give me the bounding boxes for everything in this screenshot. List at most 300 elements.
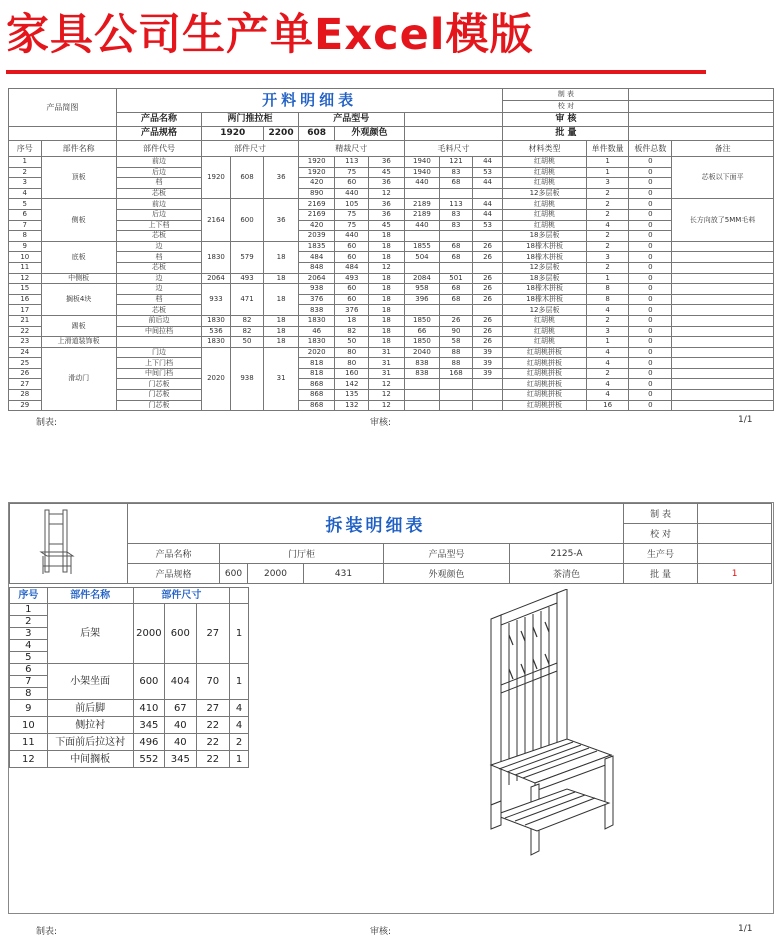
part-code[interactable]: 芯板 <box>116 231 201 242</box>
material[interactable]: 红胡桃 <box>503 199 586 210</box>
rough-size[interactable]: 26 <box>472 252 503 263</box>
finish-size[interactable]: 60 <box>335 252 369 263</box>
material[interactable]: 12多层板 <box>503 188 586 199</box>
info-value[interactable] <box>404 127 503 141</box>
finish-size[interactable]: 18 <box>369 231 405 242</box>
part-code[interactable]: 档 <box>116 178 201 189</box>
total-qty[interactable]: 0 <box>629 157 672 168</box>
material[interactable]: 红胡桃拼板 <box>503 368 586 379</box>
rough-size[interactable]: 1850 <box>404 315 440 326</box>
unit-qty[interactable]: 1 <box>586 273 629 284</box>
unit-qty[interactable]: 4 <box>586 358 629 369</box>
remark[interactable] <box>672 294 774 305</box>
part-name[interactable]: 下面前后拉这衬 <box>47 734 133 751</box>
row-number[interactable]: 2 <box>10 616 48 628</box>
part-code[interactable]: 中间拉档 <box>116 326 201 337</box>
material[interactable]: 18橡木拼板 <box>503 284 586 295</box>
remark[interactable] <box>672 347 774 358</box>
finish-size[interactable]: 75 <box>335 167 369 178</box>
part-name[interactable]: 中侧板 <box>41 273 116 284</box>
part-size[interactable]: 471 <box>230 284 264 316</box>
total-qty[interactable]: 0 <box>629 368 672 379</box>
finish-size[interactable]: 60 <box>335 284 369 295</box>
row-number[interactable]: 12 <box>10 751 48 768</box>
unit-qty[interactable]: 3 <box>586 178 629 189</box>
rough-size[interactable]: 26 <box>472 273 503 284</box>
finish-size[interactable]: 2064 <box>298 273 335 284</box>
rough-size[interactable] <box>472 379 503 390</box>
rough-size[interactable]: 44 <box>472 209 503 220</box>
finish-size[interactable]: 60 <box>335 178 369 189</box>
rough-size[interactable]: 53 <box>472 220 503 231</box>
part-size[interactable]: 410 <box>133 700 164 717</box>
rough-size[interactable] <box>472 231 503 242</box>
rough-size[interactable]: 83 <box>440 220 473 231</box>
part-size[interactable]: 552 <box>133 751 164 768</box>
part-size[interactable]: 600 <box>230 199 264 241</box>
part-size[interactable]: 18 <box>264 337 299 348</box>
part-name[interactable]: 底板 <box>41 241 116 273</box>
part-size[interactable]: 938 <box>230 347 264 411</box>
part-code[interactable] <box>116 337 201 348</box>
rough-size[interactable]: 113 <box>440 199 473 210</box>
unit-qty[interactable]: 4 <box>586 220 629 231</box>
part-size[interactable]: 22 <box>196 751 230 768</box>
sign-value[interactable] <box>629 113 774 127</box>
rough-size[interactable]: 68 <box>440 252 473 263</box>
unit-qty[interactable]: 2 <box>586 368 629 379</box>
part-size[interactable]: 22 <box>196 734 230 751</box>
info-value[interactable]: 2125-A <box>510 544 624 564</box>
finish-size[interactable]: 75 <box>335 209 369 220</box>
rough-size[interactable] <box>472 305 503 316</box>
rough-size[interactable] <box>472 262 503 273</box>
rough-size[interactable] <box>440 379 473 390</box>
part-size[interactable]: 18 <box>264 273 299 284</box>
finish-size[interactable]: 31 <box>369 368 405 379</box>
finish-size[interactable]: 440 <box>335 231 369 242</box>
rough-size[interactable] <box>472 390 503 401</box>
remark[interactable] <box>672 252 774 263</box>
part-size[interactable]: 2164 <box>202 199 230 241</box>
row-number[interactable]: 10 <box>10 717 48 734</box>
finish-size[interactable]: 484 <box>298 252 335 263</box>
row-number[interactable]: 5 <box>9 199 42 210</box>
remark[interactable] <box>672 305 774 316</box>
rough-size[interactable]: 83 <box>440 167 473 178</box>
rough-size[interactable]: 26 <box>472 284 503 295</box>
spec-value[interactable]: 431 <box>304 564 384 584</box>
part-size[interactable]: 1 <box>230 751 249 768</box>
rough-size[interactable]: 501 <box>440 273 473 284</box>
sign-value[interactable] <box>698 504 772 524</box>
finish-size[interactable]: 80 <box>335 347 369 358</box>
material[interactable]: 红胡桃 <box>503 315 586 326</box>
finish-size[interactable]: 848 <box>298 262 335 273</box>
rough-size[interactable] <box>440 231 473 242</box>
total-qty[interactable]: 0 <box>629 262 672 273</box>
part-code[interactable]: 前边 <box>116 157 201 168</box>
material[interactable]: 18多层板 <box>503 231 586 242</box>
row-number[interactable]: 6 <box>10 664 48 676</box>
rough-size[interactable]: 83 <box>440 209 473 220</box>
finish-size[interactable]: 18 <box>369 305 405 316</box>
finish-size[interactable]: 75 <box>335 220 369 231</box>
unit-qty[interactable]: 16 <box>586 400 629 411</box>
part-size[interactable]: 70 <box>196 664 230 700</box>
rough-size[interactable] <box>404 400 440 411</box>
finish-size[interactable]: 838 <box>298 305 335 316</box>
remark[interactable]: 长方向放了5MM毛料 <box>672 199 774 241</box>
finish-size[interactable]: 868 <box>298 379 335 390</box>
material[interactable]: 18橡木拼板 <box>503 294 586 305</box>
unit-qty[interactable]: 4 <box>586 390 629 401</box>
finish-size[interactable]: 868 <box>298 390 335 401</box>
finish-size[interactable]: 938 <box>298 284 335 295</box>
total-qty[interactable]: 0 <box>629 305 672 316</box>
rough-size[interactable] <box>404 305 440 316</box>
part-size[interactable]: 82 <box>230 315 264 326</box>
finish-size[interactable]: 484 <box>335 262 369 273</box>
part-code[interactable]: 门芯板 <box>116 379 201 390</box>
rough-size[interactable]: 68 <box>440 294 473 305</box>
total-qty[interactable]: 0 <box>629 390 672 401</box>
part-code[interactable]: 门芯板 <box>116 400 201 411</box>
finish-size[interactable]: 36 <box>369 157 405 168</box>
material[interactable]: 红胡桃 <box>503 220 586 231</box>
part-size[interactable]: 933 <box>202 284 230 316</box>
finish-size[interactable]: 18 <box>369 252 405 263</box>
row-number[interactable]: 25 <box>9 358 42 369</box>
rough-size[interactable]: 44 <box>472 178 503 189</box>
part-code[interactable]: 芯板 <box>116 305 201 316</box>
unit-qty[interactable]: 2 <box>586 231 629 242</box>
rough-size[interactable]: 26 <box>472 294 503 305</box>
total-qty[interactable]: 0 <box>629 326 672 337</box>
rough-size[interactable]: 26 <box>440 315 473 326</box>
finish-size[interactable]: 440 <box>335 188 369 199</box>
row-number[interactable]: 7 <box>10 676 48 688</box>
rough-size[interactable] <box>440 305 473 316</box>
finish-size[interactable]: 1920 <box>298 157 335 168</box>
rough-size[interactable] <box>440 262 473 273</box>
part-size[interactable]: 493 <box>230 273 264 284</box>
finish-size[interactable]: 18 <box>369 273 405 284</box>
part-size[interactable]: 18 <box>264 315 299 326</box>
finish-size[interactable]: 1920 <box>298 167 335 178</box>
remark[interactable] <box>672 390 774 401</box>
remark[interactable] <box>672 315 774 326</box>
rough-size[interactable]: 26 <box>472 337 503 348</box>
finish-size[interactable]: 18 <box>369 337 405 348</box>
part-size[interactable]: 600 <box>133 664 164 700</box>
remark[interactable] <box>672 337 774 348</box>
unit-qty[interactable]: 3 <box>586 252 629 263</box>
sign-value[interactable] <box>629 101 774 113</box>
info-value[interactable]: 门厅柜 <box>220 544 384 564</box>
info-value[interactable] <box>698 544 772 564</box>
row-number[interactable]: 28 <box>9 390 42 401</box>
part-name[interactable]: 踢板 <box>41 315 116 336</box>
part-size[interactable]: 27 <box>196 604 230 664</box>
part-name[interactable]: 搁板4块 <box>41 284 116 316</box>
rough-size[interactable]: 2084 <box>404 273 440 284</box>
row-number[interactable]: 23 <box>9 337 42 348</box>
total-qty[interactable]: 0 <box>629 284 672 295</box>
row-number[interactable]: 15 <box>9 284 42 295</box>
rough-size[interactable]: 2040 <box>404 347 440 358</box>
part-size[interactable]: 4 <box>230 700 249 717</box>
row-number[interactable]: 22 <box>9 326 42 337</box>
part-size[interactable]: 345 <box>165 751 196 768</box>
remark[interactable]: 芯板以下面平 <box>672 157 774 199</box>
total-qty[interactable]: 0 <box>629 241 672 252</box>
info-value[interactable]: 茶清色 <box>510 564 624 584</box>
part-size[interactable]: 40 <box>165 734 196 751</box>
finish-size[interactable]: 18 <box>335 315 369 326</box>
sign-value[interactable] <box>629 127 774 141</box>
unit-qty[interactable]: 8 <box>586 284 629 295</box>
total-qty[interactable]: 0 <box>629 273 672 284</box>
unit-qty[interactable]: 8 <box>586 294 629 305</box>
part-size[interactable]: 404 <box>165 664 196 700</box>
rough-size[interactable]: 39 <box>472 368 503 379</box>
row-number[interactable]: 27 <box>9 379 42 390</box>
batch-value[interactable]: 1 <box>698 564 772 584</box>
part-code[interactable]: 边 <box>116 273 201 284</box>
material[interactable]: 红胡桃 <box>503 178 586 189</box>
finish-size[interactable]: 420 <box>298 178 335 189</box>
row-number[interactable]: 21 <box>9 315 42 326</box>
part-size[interactable]: 496 <box>133 734 164 751</box>
finish-size[interactable]: 80 <box>335 358 369 369</box>
row-number[interactable]: 2 <box>9 167 42 178</box>
rough-size[interactable] <box>404 379 440 390</box>
row-number[interactable]: 26 <box>9 368 42 379</box>
finish-size[interactable]: 18 <box>369 284 405 295</box>
rough-size[interactable]: 53 <box>472 167 503 178</box>
finish-size[interactable]: 2169 <box>298 209 335 220</box>
rough-size[interactable]: 396 <box>404 294 440 305</box>
material[interactable]: 18橡木拼板 <box>503 241 586 252</box>
finish-size[interactable]: 105 <box>335 199 369 210</box>
row-number[interactable]: 9 <box>9 241 42 252</box>
part-code[interactable]: 档 <box>116 294 201 305</box>
finish-size[interactable]: 36 <box>369 199 405 210</box>
part-size[interactable]: 22 <box>196 717 230 734</box>
finish-size[interactable]: 2020 <box>298 347 335 358</box>
total-qty[interactable]: 0 <box>629 199 672 210</box>
part-code[interactable]: 芯板 <box>116 262 201 273</box>
total-qty[interactable]: 0 <box>629 178 672 189</box>
row-number[interactable]: 16 <box>9 294 42 305</box>
row-number[interactable]: 3 <box>10 628 48 640</box>
row-number[interactable]: 10 <box>9 252 42 263</box>
part-size[interactable]: 82 <box>230 326 264 337</box>
rough-size[interactable] <box>404 231 440 242</box>
finish-size[interactable]: 132 <box>335 400 369 411</box>
finish-size[interactable]: 113 <box>335 157 369 168</box>
remark[interactable] <box>672 273 774 284</box>
rough-size[interactable]: 1855 <box>404 241 440 252</box>
total-qty[interactable]: 0 <box>629 220 672 231</box>
material[interactable]: 红胡桃 <box>503 337 586 348</box>
part-size[interactable]: 2020 <box>202 347 230 411</box>
rough-size[interactable]: 90 <box>440 326 473 337</box>
material[interactable]: 红胡桃 <box>503 167 586 178</box>
finish-size[interactable]: 18 <box>369 294 405 305</box>
material[interactable]: 12多层板 <box>503 262 586 273</box>
total-qty[interactable]: 0 <box>629 358 672 369</box>
part-size[interactable]: 40 <box>165 717 196 734</box>
finish-size[interactable]: 82 <box>335 326 369 337</box>
part-code[interactable]: 后边 <box>116 167 201 178</box>
rough-size[interactable]: 39 <box>472 347 503 358</box>
finish-size[interactable]: 376 <box>298 294 335 305</box>
remark[interactable] <box>672 262 774 273</box>
total-qty[interactable]: 0 <box>629 379 672 390</box>
part-name[interactable]: 侧拉衬 <box>47 717 133 734</box>
finish-size[interactable]: 18 <box>369 326 405 337</box>
total-qty[interactable]: 0 <box>629 294 672 305</box>
part-size[interactable]: 600 <box>165 604 196 664</box>
part-code[interactable]: 档 <box>116 252 201 263</box>
part-code[interactable]: 中间门档 <box>116 368 201 379</box>
rough-size[interactable]: 838 <box>404 358 440 369</box>
part-name[interactable]: 滑动门 <box>41 347 116 411</box>
finish-size[interactable]: 60 <box>335 241 369 252</box>
part-name[interactable]: 后架 <box>47 604 133 664</box>
info-value[interactable]: 两门推拉柜 <box>202 113 299 127</box>
unit-qty[interactable]: 1 <box>586 337 629 348</box>
finish-size[interactable]: 12 <box>369 400 405 411</box>
row-number[interactable]: 8 <box>10 688 48 700</box>
unit-qty[interactable]: 2 <box>586 262 629 273</box>
rough-size[interactable] <box>404 188 440 199</box>
part-name[interactable]: 小架坐面 <box>47 664 133 700</box>
part-size[interactable]: 36 <box>264 199 299 241</box>
row-number[interactable]: 29 <box>9 400 42 411</box>
finish-size[interactable]: 36 <box>369 209 405 220</box>
finish-size[interactable]: 36 <box>369 178 405 189</box>
finish-size[interactable]: 12 <box>369 262 405 273</box>
finish-size[interactable]: 890 <box>298 188 335 199</box>
row-number[interactable]: 17 <box>9 305 42 316</box>
part-name[interactable]: 上滑道装饰板 <box>41 337 116 348</box>
info-value[interactable] <box>404 113 503 127</box>
unit-qty[interactable]: 2 <box>586 315 629 326</box>
part-size[interactable]: 67 <box>165 700 196 717</box>
part-name[interactable]: 侧板 <box>41 199 116 241</box>
part-size[interactable]: 31 <box>264 347 299 411</box>
finish-size[interactable]: 1830 <box>298 315 335 326</box>
row-number[interactable]: 4 <box>10 640 48 652</box>
part-size[interactable]: 579 <box>230 241 264 273</box>
rough-size[interactable]: 44 <box>472 199 503 210</box>
part-size[interactable]: 18 <box>264 284 299 316</box>
rough-size[interactable]: 168 <box>440 368 473 379</box>
spec-value[interactable]: 2200 <box>264 127 299 141</box>
part-size[interactable]: 2064 <box>202 273 230 284</box>
part-code[interactable]: 后边 <box>116 209 201 220</box>
finish-size[interactable]: 12 <box>369 188 405 199</box>
part-size[interactable]: 1 <box>230 664 249 700</box>
finish-size[interactable]: 18 <box>369 315 405 326</box>
total-qty[interactable]: 0 <box>629 252 672 263</box>
unit-qty[interactable]: 4 <box>586 379 629 390</box>
material[interactable]: 红胡桃拼板 <box>503 400 586 411</box>
finish-size[interactable]: 1830 <box>298 337 335 348</box>
part-name[interactable]: 中间搁板 <box>47 751 133 768</box>
remark[interactable] <box>672 358 774 369</box>
rough-size[interactable]: 66 <box>404 326 440 337</box>
row-number[interactable]: 5 <box>10 652 48 664</box>
row-number[interactable]: 11 <box>9 262 42 273</box>
rough-size[interactable]: 440 <box>404 220 440 231</box>
rough-size[interactable]: 88 <box>440 358 473 369</box>
rough-size[interactable]: 88 <box>440 347 473 358</box>
remark[interactable] <box>672 400 774 411</box>
rough-size[interactable]: 58 <box>440 337 473 348</box>
part-size[interactable]: 1 <box>230 604 249 664</box>
part-size[interactable]: 4 <box>230 717 249 734</box>
rough-size[interactable]: 440 <box>404 178 440 189</box>
finish-size[interactable]: 160 <box>335 368 369 379</box>
rough-size[interactable]: 68 <box>440 178 473 189</box>
material[interactable]: 红胡桃拼板 <box>503 358 586 369</box>
part-code[interactable]: 门芯板 <box>116 390 201 401</box>
part-name[interactable]: 前后脚 <box>47 700 133 717</box>
part-code[interactable]: 上下档 <box>116 220 201 231</box>
row-number[interactable]: 11 <box>10 734 48 751</box>
total-qty[interactable]: 0 <box>629 315 672 326</box>
unit-qty[interactable]: 4 <box>586 305 629 316</box>
part-size[interactable]: 608 <box>230 157 264 199</box>
total-qty[interactable]: 0 <box>629 209 672 220</box>
remark[interactable] <box>672 326 774 337</box>
spec-value[interactable]: 600 <box>220 564 248 584</box>
part-size[interactable]: 2000 <box>133 604 164 664</box>
rough-size[interactable]: 121 <box>440 157 473 168</box>
finish-size[interactable]: 135 <box>335 390 369 401</box>
finish-size[interactable]: 376 <box>335 305 369 316</box>
material[interactable]: 红胡桃 <box>503 157 586 168</box>
sign-value[interactable] <box>629 89 774 101</box>
total-qty[interactable]: 0 <box>629 347 672 358</box>
rough-size[interactable]: 504 <box>404 252 440 263</box>
rough-size[interactable]: 2189 <box>404 199 440 210</box>
finish-size[interactable]: 60 <box>335 294 369 305</box>
unit-qty[interactable]: 2 <box>586 188 629 199</box>
row-number[interactable]: 24 <box>9 347 42 358</box>
finish-size[interactable]: 31 <box>369 347 405 358</box>
material[interactable]: 红胡桃拼板 <box>503 390 586 401</box>
part-code[interactable]: 上下门档 <box>116 358 201 369</box>
rough-size[interactable]: 1940 <box>404 167 440 178</box>
finish-size[interactable]: 142 <box>335 379 369 390</box>
rough-size[interactable]: 838 <box>404 368 440 379</box>
total-qty[interactable]: 0 <box>629 337 672 348</box>
spec-value[interactable]: 1920 <box>202 127 264 141</box>
part-size[interactable]: 345 <box>133 717 164 734</box>
finish-size[interactable]: 493 <box>335 273 369 284</box>
material[interactable]: 12多层板 <box>503 305 586 316</box>
part-size[interactable]: 1830 <box>202 337 230 348</box>
material[interactable]: 红胡桃 <box>503 326 586 337</box>
part-code[interactable]: 前后边 <box>116 315 201 326</box>
part-size[interactable]: 2 <box>230 734 249 751</box>
rough-size[interactable]: 1940 <box>404 157 440 168</box>
